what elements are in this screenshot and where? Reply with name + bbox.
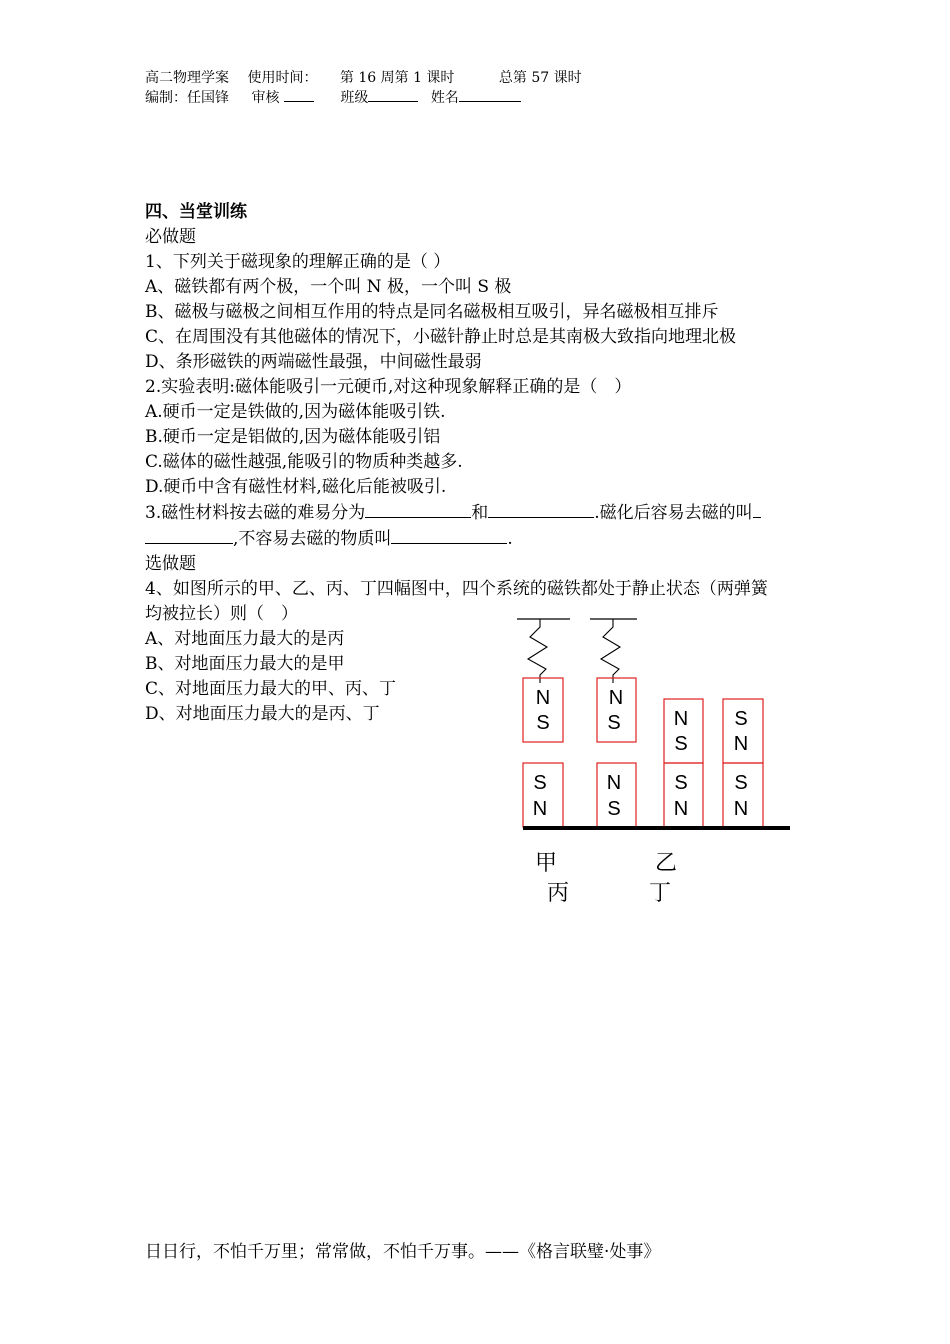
q3-line-1 xyxy=(145,500,815,526)
magnet-pole: N xyxy=(733,733,749,755)
magnet-pole: N xyxy=(606,772,622,794)
magnet-ding-top xyxy=(723,699,763,763)
magnet-pole: N xyxy=(673,798,689,820)
magnet-bing-top xyxy=(664,699,703,763)
label-yi: 乙 xyxy=(654,851,678,876)
magnet-jia-top xyxy=(523,678,563,742)
q3-text-2: 和 xyxy=(471,503,489,523)
magnet-pole: S xyxy=(607,712,621,734)
q4-option-d: D、对地面压力最大的是丙、丁 xyxy=(145,704,380,724)
q4-stem-2: 均被拉长）则（ ） xyxy=(145,604,298,624)
footer-quote: 日日行，不怕千万里；常常做，不怕千万事。——《格言联璧·处事》 xyxy=(145,1242,661,1262)
q3-text-1: 3.磁性材料按去磁的难易分为 xyxy=(145,503,366,523)
q1-option-a: A、磁铁都有两个极，一个叫 N 极，一个叫 S 极 xyxy=(145,277,512,297)
magnet-pole: S xyxy=(536,712,550,734)
spring-jia xyxy=(528,619,547,683)
magnet-pole: N xyxy=(535,687,551,709)
q3-blank-4[interactable] xyxy=(391,526,507,544)
magnet-pole: S xyxy=(734,708,748,730)
q4-stem-1: 4、如图所示的甲、乙、丙、丁四幅图中，四个系统的磁铁都处于静止状态（两弹簧 xyxy=(145,579,768,599)
header-course: 高二物理学案 xyxy=(145,70,229,86)
section-title: 四、当堂训练 xyxy=(145,202,247,222)
q3-blank-3a[interactable] xyxy=(753,500,761,518)
q2-option-d: D.硬币中含有磁性材料,磁化后能被吸引. xyxy=(145,477,447,497)
q2-option-c: C.磁体的磁性越强,能吸引的物质种类越多. xyxy=(145,452,463,472)
required-heading: 必做题 xyxy=(145,227,196,247)
q3-text-3: .磁化后容易去磁的叫 xyxy=(594,503,753,523)
q1-stem: 1、下列关于磁现象的理解正确的是（ ） xyxy=(145,252,451,272)
header-author: 编制：任国锋 xyxy=(145,90,229,106)
q3-text-4: ,不容易去磁的物质叫 xyxy=(233,529,392,549)
magnet-pole: S xyxy=(674,772,688,794)
magnet-ding-bottom xyxy=(723,763,763,827)
header-name-label: 姓名 xyxy=(430,90,459,106)
header-line-2 xyxy=(145,87,521,108)
magnet-yi-bottom xyxy=(597,763,636,827)
optional-heading: 选做题 xyxy=(145,554,196,574)
spring-yi xyxy=(601,619,620,683)
q3-text-5: . xyxy=(507,529,513,549)
header-review-blank[interactable] xyxy=(284,87,314,102)
q4-option-c: C、对地面压力最大的甲、丙、丁 xyxy=(145,679,397,699)
header-class-label: 班级 xyxy=(340,90,369,106)
q2-option-a: A.硬币一定是铁做的,因为磁体能吸引铁. xyxy=(145,402,446,422)
q2-stem: 2.实验表明:磁体能吸引一元硬币,对这种现象解释正确的是（ ） xyxy=(145,377,632,397)
q4-option-a: A、对地面压力最大的是丙 xyxy=(145,629,345,649)
header-class-blank[interactable] xyxy=(368,87,418,102)
magnet-pole: S xyxy=(607,798,621,820)
header-review-label: 审核 xyxy=(251,90,280,106)
magnet-pole: S xyxy=(734,772,748,794)
magnet-bing-bottom xyxy=(664,763,703,827)
header-use-time-label: 使用时间： xyxy=(247,70,318,86)
magnet-pole: S xyxy=(533,772,547,794)
label-bing: 丙 xyxy=(546,881,570,906)
magnet-pole: S xyxy=(674,733,688,755)
q4-option-b: B、对地面压力最大的是甲 xyxy=(145,654,345,674)
magnet-figure xyxy=(500,605,810,915)
label-ding: 丁 xyxy=(648,881,672,906)
magnet-pole: N xyxy=(673,708,689,730)
magnet-pole: N xyxy=(733,798,749,820)
magnet-pole: N xyxy=(608,687,624,709)
q1-option-d: D、条形磁铁的两端磁性最强，中间磁性最弱 xyxy=(145,352,482,372)
header-line-1 xyxy=(145,68,582,88)
header-name-blank[interactable] xyxy=(459,87,521,102)
q3-blank-3b[interactable] xyxy=(145,526,233,544)
q1-option-b: B、磁极与磁极之间相互作用的特点是同名磁极相互吸引，异名磁极相互排斥 xyxy=(145,302,719,322)
label-jia: 甲 xyxy=(534,851,558,876)
q1-option-c: C、在周围没有其他磁体的情况下，小磁针静止时总是其南极大致指向地理北极 xyxy=(145,327,737,347)
header-week-lesson: 第 16 周第 1 课时 xyxy=(339,70,455,86)
q3-line-2 xyxy=(145,526,815,552)
header-total-lesson: 总第 57 课时 xyxy=(498,70,582,86)
magnet-jia-bottom xyxy=(523,763,563,827)
q3-blank-2[interactable] xyxy=(488,500,594,518)
magnet-yi-top xyxy=(597,678,636,742)
q3-blank-1[interactable] xyxy=(365,500,471,518)
magnet-pole: N xyxy=(532,798,548,820)
q2-option-b: B.硬币一定是铝做的,因为磁体能吸引铝 xyxy=(145,427,441,447)
ground-line xyxy=(523,826,790,830)
